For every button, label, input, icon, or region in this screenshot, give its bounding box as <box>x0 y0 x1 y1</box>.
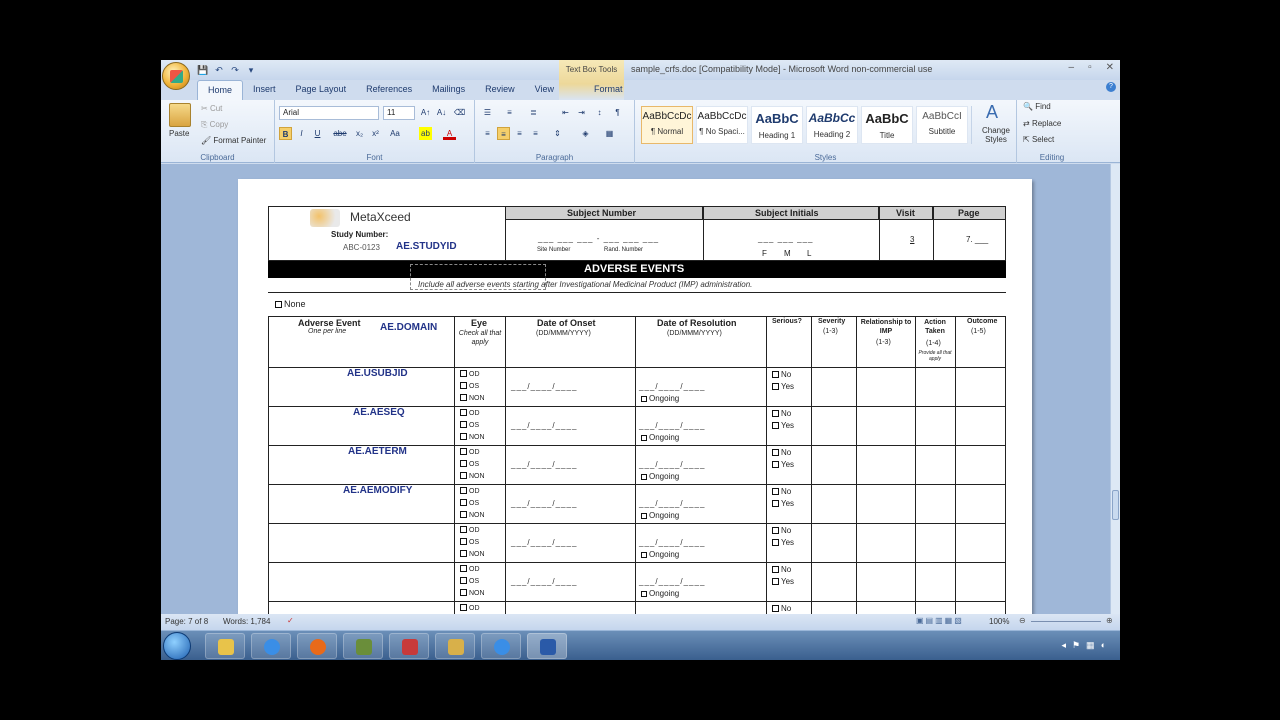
initials-blanks: ___ ___ ___ <box>758 234 814 243</box>
resolution-date-blank[interactable]: ___/____/____ <box>639 538 706 547</box>
office-button[interactable] <box>162 62 190 90</box>
row-divider <box>268 601 1006 602</box>
resolution-date-blank[interactable]: ___/____/____ <box>639 421 706 430</box>
copy-icon: ⎘ <box>201 120 210 129</box>
window-title: sample_crfs.doc [Compatibility Mode] - Microsoft Word non-commercial use <box>631 64 933 74</box>
ribbon-tabs <box>197 80 633 100</box>
decrease-indent-icon[interactable]: ⇤ <box>562 108 569 117</box>
serious-option-checkbox[interactable]: No <box>772 487 791 496</box>
shrink-font-icon[interactable]: A↓ <box>436 108 447 117</box>
scroll-thumb[interactable] <box>1112 490 1119 520</box>
bold-button[interactable]: B <box>279 127 292 140</box>
proofing-icon[interactable]: ✓ <box>287 616 294 625</box>
table-border <box>268 316 1006 317</box>
borders-icon[interactable]: ▦ <box>605 129 614 138</box>
initial-l: L <box>807 249 812 258</box>
eye-option-checkbox[interactable]: NON <box>460 472 485 480</box>
subject-initials-header: Subject Initials <box>755 208 819 218</box>
replace-icon: ⇄ <box>1023 119 1032 128</box>
ribbon <box>161 100 1120 163</box>
tab-view[interactable]: View <box>534 84 554 94</box>
increase-indent-icon[interactable]: ⇥ <box>578 108 585 117</box>
styles-label: Styles <box>814 153 837 162</box>
eye-option-checkbox[interactable]: OS <box>460 460 479 468</box>
eye-option-checkbox[interactable]: NON <box>460 394 485 402</box>
style-no-spacing[interactable]: AaBbCcDc ¶ No Spaci... <box>696 106 748 144</box>
eye-option-checkbox[interactable]: OD <box>460 409 480 417</box>
column-divider <box>955 316 956 640</box>
style-subtitle[interactable]: AaBbCcI Subtitle <box>916 106 968 144</box>
serious-option-checkbox[interactable]: Yes <box>772 538 794 547</box>
column-divider <box>268 316 269 640</box>
action-note: Provide all that apply <box>918 350 952 362</box>
row-divider <box>268 562 1006 563</box>
font-group <box>275 100 475 163</box>
clipboard-group <box>161 100 275 163</box>
initial-m: M <box>784 249 791 258</box>
editing-group <box>1017 100 1087 163</box>
eye-option-checkbox[interactable]: OS <box>460 382 479 390</box>
none-checkbox[interactable]: None <box>275 299 306 309</box>
paragraph-group <box>475 100 635 163</box>
change-styles-button[interactable]: Change Styles <box>981 126 1011 144</box>
ae-column-sub: One per line <box>308 328 347 335</box>
office-logo-icon <box>170 70 183 83</box>
resolution-date-blank[interactable]: ___/____/____ <box>639 577 706 586</box>
undo-icon[interactable]: ↶ <box>215 65 223 75</box>
onset-date-blank[interactable]: ___/____/____ <box>511 382 578 391</box>
serious-option-checkbox[interactable]: Yes <box>772 421 794 430</box>
onset-date-blank[interactable]: ___/____/____ <box>511 421 578 430</box>
taskbar-app-4[interactable] <box>343 633 383 659</box>
style-heading-1[interactable]: AaBbC Heading 1 <box>751 106 803 144</box>
zoom-out-icon[interactable]: ⊖ <box>1019 616 1026 625</box>
font-color-button[interactable]: A <box>443 127 456 140</box>
grow-font-icon[interactable]: A↑ <box>420 108 431 117</box>
word-window <box>161 60 1120 660</box>
serious-option-checkbox[interactable]: No <box>772 565 791 574</box>
font-name-select[interactable]: Arial <box>279 106 379 120</box>
eye-option-checkbox[interactable]: OD <box>460 487 480 495</box>
resolution-date-blank[interactable]: ___/____/____ <box>639 460 706 469</box>
zoom-in-icon[interactable]: ⊕ <box>1106 616 1113 625</box>
ongoing-checkbox[interactable]: Ongoing <box>641 472 679 481</box>
action-range: (1-4) <box>926 340 941 347</box>
align-left-icon[interactable]: ≡ <box>485 129 490 138</box>
tab-references[interactable]: References <box>366 84 413 94</box>
column-divider <box>454 316 455 640</box>
visit-value: 3 <box>910 235 915 244</box>
severity-range: (1-3) <box>823 328 838 335</box>
style-normal[interactable]: AaBbCcDc ¶ Normal <box>641 106 693 144</box>
internet-explorer-icon <box>494 639 510 655</box>
onset-date-blank[interactable]: ___/____/____ <box>511 460 578 469</box>
show-marks-icon[interactable]: ¶ <box>615 108 620 117</box>
tab-format[interactable]: Format <box>594 84 623 94</box>
visit-header: Visit <box>896 208 915 218</box>
editing-label: Editing <box>1039 153 1065 162</box>
serious-option-checkbox[interactable]: No <box>772 526 791 535</box>
align-center-icon[interactable]: ≡ <box>497 127 510 140</box>
column-divider <box>766 316 767 640</box>
taskbar-app-5[interactable] <box>389 633 429 659</box>
maximize-button[interactable]: ▫ <box>1088 62 1092 73</box>
row-divider <box>268 523 1006 524</box>
firefox-icon <box>310 639 326 655</box>
onset-date-blank[interactable]: ___/____/____ <box>511 538 578 547</box>
highlight-icon[interactable]: ab <box>419 127 432 140</box>
change-case-button[interactable]: Aa <box>390 129 400 138</box>
company-logo-text: MetaXceed <box>350 210 411 224</box>
serious-option-checkbox[interactable]: No <box>772 604 791 613</box>
page-count[interactable]: Page: 7 of 8 <box>165 617 209 626</box>
subject-number-blanks: ___ ___ ___ - ___ ___ ___ <box>538 234 660 243</box>
column-divider <box>811 316 812 640</box>
minimize-button[interactable]: ‒ <box>1068 62 1075 73</box>
superscript-button[interactable]: x² <box>372 129 379 138</box>
instruction-text: Include all adverse events starting after Investigational Medicinal Product (IMP) administration. <box>418 280 753 289</box>
serious-option-checkbox[interactable]: Yes <box>772 382 794 391</box>
paste-icon[interactable] <box>169 103 191 127</box>
ae-variable: AE.USUBJID <box>347 368 408 379</box>
ongoing-checkbox[interactable]: Ongoing <box>641 550 679 559</box>
justify-icon[interactable]: ≡ <box>533 129 538 138</box>
tray-volume-icon[interactable]: ◐ <box>1100 640 1106 650</box>
align-right-icon[interactable]: ≡ <box>517 129 522 138</box>
select-icon: ⇱ <box>1023 135 1032 144</box>
format-painter-button[interactable]: 🖌 Format Painter <box>201 136 267 145</box>
scissors-icon: ✂ <box>201 104 210 113</box>
bullets-icon[interactable]: ☰ <box>483 108 492 117</box>
eye-option-checkbox[interactable]: OS <box>460 499 479 507</box>
taskbar-firefox[interactable] <box>297 633 337 659</box>
resolution-column-header: Date of Resolution <box>657 318 737 328</box>
tray-arrow-icon[interactable]: ◂ <box>1061 640 1066 650</box>
onset-date-blank[interactable]: ___/____/____ <box>511 577 578 586</box>
eye-option-checkbox[interactable]: NON <box>460 433 485 441</box>
shading-icon[interactable]: ◈ <box>582 129 589 138</box>
styles-group <box>635 100 1017 163</box>
ongoing-checkbox[interactable]: Ongoing <box>641 394 679 403</box>
start-button[interactable] <box>163 632 191 660</box>
outcome-column-header: Outcome <box>967 318 998 325</box>
eye-option-checkbox[interactable]: NON <box>460 511 485 519</box>
tab-mailings[interactable]: Mailings <box>432 84 466 94</box>
eye-column-header: Eye <box>471 318 488 328</box>
zoom-level[interactable]: 100% <box>989 617 1010 626</box>
tab-review[interactable]: Review <box>485 84 515 94</box>
cut-button[interactable]: ✂ Cut <box>201 104 223 113</box>
title-bar <box>161 60 1120 80</box>
brush-icon: 🖌 <box>201 136 214 145</box>
help-icon[interactable]: ? <box>1106 82 1116 92</box>
ae-variable: AE.AESEQ <box>353 407 405 418</box>
column-divider <box>1005 316 1006 640</box>
page-header: Page <box>958 208 980 218</box>
action-column-header: Action Taken <box>924 319 946 335</box>
context-tab-text-box-tools: Text Box Tools <box>559 60 624 100</box>
style-heading-2[interactable]: AaBbCc Heading 2 <box>806 106 858 144</box>
sort-icon[interactable]: ↕ <box>597 108 602 117</box>
eye-option-checkbox[interactable]: OD <box>460 526 480 534</box>
eye-option-checkbox[interactable]: NON <box>460 550 485 558</box>
font-size-select[interactable]: 11 <box>383 106 415 120</box>
eye-option-checkbox[interactable]: OD <box>460 604 480 612</box>
style-title[interactable]: AaBbC Title <box>861 106 913 144</box>
status-bar <box>161 614 1120 630</box>
taskbar-ie[interactable] <box>251 633 291 659</box>
window-controls <box>1069 62 1115 73</box>
serious-option-checkbox[interactable]: No <box>772 370 791 379</box>
view-buttons-icon[interactable]: ▣▤▥▦▧ <box>916 616 964 625</box>
italic-button[interactable]: I <box>300 129 303 138</box>
eye-option-checkbox[interactable]: OS <box>460 421 479 429</box>
resolution-date-blank[interactable]: ___/____/____ <box>639 382 706 391</box>
close-button[interactable]: ✕ <box>1105 62 1114 73</box>
paste-button[interactable]: Paste <box>169 129 190 138</box>
word-count[interactable]: Words: 1,784 <box>223 617 271 626</box>
paragraph-label: Paragraph <box>535 153 574 162</box>
eye-option-checkbox[interactable]: OD <box>460 565 480 573</box>
taskbar-ie-2[interactable] <box>481 633 521 659</box>
quick-access-toolbar <box>197 63 257 77</box>
tray-network-icon[interactable]: ▦ <box>1086 640 1095 650</box>
ae-column-header: Adverse Event <box>298 318 361 328</box>
ongoing-checkbox[interactable]: Ongoing <box>641 589 679 598</box>
page-value: 7. ___ <box>966 235 989 244</box>
eye-option-checkbox[interactable]: NON <box>460 589 485 597</box>
relationship-range: (1-3) <box>876 339 891 346</box>
outcome-range: (1-5) <box>971 328 986 335</box>
taskbar-word[interactable] <box>527 633 567 659</box>
eye-option-checkbox[interactable]: OD <box>460 448 480 456</box>
copy-button[interactable]: ⎘ Copy <box>201 120 229 129</box>
zoom-slider[interactable] <box>1031 621 1101 622</box>
underline-button[interactable]: U <box>314 129 321 138</box>
tab-home[interactable]: Home <box>197 80 243 100</box>
internet-explorer-icon <box>264 639 280 655</box>
domain-variable: AE.DOMAIN <box>380 322 438 333</box>
clear-format-icon[interactable]: ⌫ <box>453 108 466 117</box>
taskbar-explorer[interactable] <box>205 633 245 659</box>
system-tray <box>1061 640 1106 651</box>
strikethrough-button[interactable]: abe <box>333 129 347 138</box>
study-number-value: ABC-0123 <box>343 243 380 252</box>
serious-option-checkbox[interactable]: No <box>772 409 791 418</box>
document-page[interactable] <box>238 179 1032 639</box>
ongoing-checkbox[interactable]: Ongoing <box>641 511 679 520</box>
column-divider <box>505 316 506 640</box>
subscript-button[interactable]: x₂ <box>355 129 364 138</box>
rand-number-label: Rand. Number <box>604 247 644 253</box>
tray-flag-icon[interactable]: ⚑ <box>1071 640 1081 650</box>
column-divider <box>856 316 857 640</box>
serious-option-checkbox[interactable]: Yes <box>772 499 794 508</box>
media-icon <box>402 639 418 655</box>
serious-option-checkbox[interactable]: Yes <box>772 460 794 469</box>
adverse-events-title: ADVERSE EVENTS <box>584 263 685 275</box>
column-divider <box>915 316 916 640</box>
column-divider <box>635 316 636 640</box>
folder-icon <box>218 639 234 655</box>
initial-f: F <box>762 249 767 258</box>
binoculars-icon: 🔍 <box>1023 102 1036 111</box>
eye-option-checkbox[interactable]: OS <box>460 538 479 546</box>
study-number-label: Study Number: <box>331 230 389 239</box>
severity-column-header: Severity <box>818 318 846 325</box>
resolution-format: (DD/MMM/YYYY) <box>667 330 722 337</box>
eye-column-sub: Check all that apply <box>458 330 502 346</box>
onset-format: (DD/MMM/YYYY) <box>536 330 591 337</box>
multilevel-list-icon[interactable]: ≣ <box>530 108 537 117</box>
ae-variable: AE.AETERM <box>348 446 407 457</box>
tab-page-layout[interactable]: Page Layout <box>295 84 347 94</box>
metaxceed-logo-icon <box>310 209 340 227</box>
studyid-variable: AE.STUDYID <box>396 241 457 252</box>
numbering-icon[interactable]: ≡ <box>507 108 512 117</box>
folder-icon <box>448 639 464 655</box>
serious-option-checkbox[interactable]: No <box>772 448 791 457</box>
ongoing-checkbox[interactable]: Ongoing <box>641 433 679 442</box>
select-button[interactable]: ⇱ Select <box>1023 135 1055 144</box>
site-number-label: Site Number <box>537 247 571 253</box>
serious-column-header: Serious? <box>772 318 802 325</box>
customize-qat-icon[interactable]: ▾ <box>248 65 254 75</box>
vertical-scrollbar[interactable] <box>1110 164 1120 614</box>
subject-number-header: Subject Number <box>567 208 637 218</box>
word-icon <box>540 639 556 655</box>
line-spacing-icon[interactable]: ⇕ <box>554 129 561 138</box>
taskbar-app-6[interactable] <box>435 633 475 659</box>
document-area[interactable] <box>161 164 1110 614</box>
serious-option-checkbox[interactable]: Yes <box>772 577 794 586</box>
tab-insert[interactable]: Insert <box>253 84 276 94</box>
relationship-column-header: Relationship to IMP <box>860 319 912 335</box>
onset-date-blank[interactable]: ___/____/____ <box>511 499 578 508</box>
find-button[interactable]: 🔍 Find <box>1023 102 1051 111</box>
tools-icon <box>356 639 372 655</box>
replace-button[interactable]: ⇄ Replace <box>1023 119 1062 128</box>
redo-icon[interactable]: ↷ <box>231 65 239 75</box>
taskbar <box>161 630 1120 660</box>
ae-variable: AE.AEMODIFY <box>343 485 413 496</box>
clipboard-label: Clipboard <box>200 153 235 162</box>
save-icon[interactable]: 💾 <box>197 65 209 75</box>
change-styles-icon[interactable]: A <box>986 102 999 122</box>
eye-option-checkbox[interactable]: OS <box>460 577 479 585</box>
resolution-date-blank[interactable]: ___/____/____ <box>639 499 706 508</box>
onset-column-header: Date of Onset <box>537 318 596 328</box>
eye-option-checkbox[interactable]: OD <box>460 370 480 378</box>
font-label: Font <box>366 153 383 162</box>
